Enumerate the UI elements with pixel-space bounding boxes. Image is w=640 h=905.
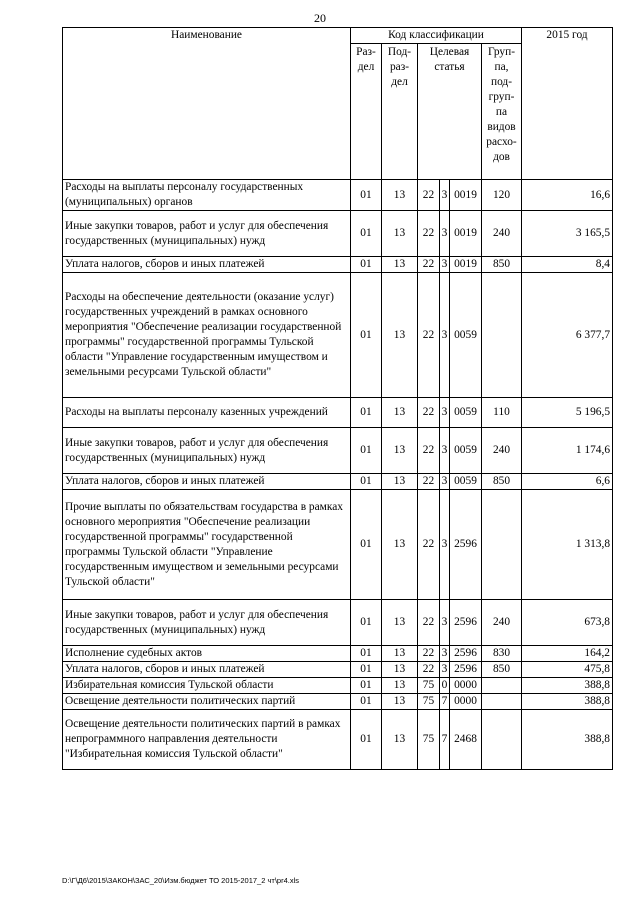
row-expense-group	[482, 273, 522, 398]
row-section: 01	[351, 600, 382, 646]
table-row	[63, 646, 613, 662]
row-section: 01	[351, 211, 382, 257]
row-target-article-2: 3	[440, 257, 450, 273]
row-target-article-3: 0059	[450, 398, 482, 428]
row-name: Уплата налогов, сборов и иных платежей	[63, 474, 351, 490]
row-amount: 673,8	[522, 600, 613, 646]
row-section: 01	[351, 646, 382, 662]
row-target-article-2: 3	[440, 180, 450, 211]
row-target-article-1: 22	[418, 398, 440, 428]
footer-file-path: D:\Г\Д6\2015\ЗАКОН\ЗАС_20\Изм.бюджет ТО 2015-2017_2 чт\pr4.xls	[62, 876, 299, 885]
row-section: 01	[351, 710, 382, 770]
header-subsection: Под- раз- дел	[382, 44, 418, 180]
row-expense-group	[482, 694, 522, 710]
table-row	[63, 662, 613, 678]
table-row	[63, 694, 613, 710]
row-amount: 5 196,5	[522, 398, 613, 428]
row-name: Уплата налогов, сборов и иных платежей	[63, 257, 351, 273]
row-subsection: 13	[382, 398, 418, 428]
row-target-article-3: 0000	[450, 694, 482, 710]
row-amount: 6 377,7	[522, 273, 613, 398]
table-row	[63, 180, 613, 211]
row-target-article-1: 22	[418, 646, 440, 662]
row-subsection: 13	[382, 600, 418, 646]
row-subsection: 13	[382, 710, 418, 770]
table-row	[63, 428, 613, 474]
header-code-group: Код классификации	[351, 28, 522, 44]
row-expense-group: 240	[482, 428, 522, 474]
row-section: 01	[351, 490, 382, 600]
row-amount: 6,6	[522, 474, 613, 490]
row-subsection: 13	[382, 490, 418, 600]
table-row	[63, 474, 613, 490]
row-section: 01	[351, 662, 382, 678]
table-row	[63, 273, 613, 398]
row-target-article-2: 7	[440, 710, 450, 770]
row-target-article-3: 2596	[450, 490, 482, 600]
row-subsection: 13	[382, 211, 418, 257]
row-name: Уплата налогов, сборов и иных платежей	[63, 662, 351, 678]
row-expense-group: 240	[482, 211, 522, 257]
row-target-article-3: 0059	[450, 428, 482, 474]
row-target-article-3: 0059	[450, 273, 482, 398]
table-row	[63, 257, 613, 273]
page-number: 20	[314, 11, 326, 25]
row-amount: 388,8	[522, 678, 613, 694]
row-name: Расходы на выплаты персоналу государственных (муниципальных) органов	[63, 180, 351, 211]
row-target-article-1: 22	[418, 600, 440, 646]
row-target-article-1: 22	[418, 273, 440, 398]
row-subsection: 13	[382, 474, 418, 490]
row-target-article-2: 3	[440, 646, 450, 662]
row-amount: 475,8	[522, 662, 613, 678]
header-expense-group: Груп- па, под- груп- па видов расхо- дов	[482, 44, 522, 180]
header-target-article: Целевая статья	[418, 44, 482, 180]
row-subsection: 13	[382, 694, 418, 710]
header-year: 2015 год	[522, 28, 613, 180]
row-amount: 1 313,8	[522, 490, 613, 600]
row-target-article-1: 22	[418, 180, 440, 211]
header-section: Раз- дел	[351, 44, 382, 180]
row-target-article-2: 0	[440, 678, 450, 694]
row-subsection: 13	[382, 662, 418, 678]
row-name: Иные закупки товаров, работ и услуг для обеспечения государственных (муниципальных) нужд	[63, 428, 351, 474]
row-expense-group: 240	[482, 600, 522, 646]
row-target-article-2: 7	[440, 694, 450, 710]
row-subsection: 13	[382, 646, 418, 662]
row-target-article-1: 22	[418, 257, 440, 273]
header-name: Наименование	[63, 28, 351, 180]
row-target-article-3: 0019	[450, 257, 482, 273]
row-target-article-1: 22	[418, 428, 440, 474]
row-target-article-1: 75	[418, 710, 440, 770]
row-target-article-1: 22	[418, 662, 440, 678]
row-amount: 16,6	[522, 180, 613, 211]
header-row-1	[63, 28, 613, 44]
row-target-article-1: 22	[418, 211, 440, 257]
table-row	[63, 710, 613, 770]
row-target-article-3: 2596	[450, 662, 482, 678]
row-target-article-2: 3	[440, 211, 450, 257]
table-row	[63, 678, 613, 694]
row-target-article-3: 0019	[450, 211, 482, 257]
row-target-article-2: 3	[440, 273, 450, 398]
table-row	[63, 600, 613, 646]
row-target-article-2: 3	[440, 490, 450, 600]
row-target-article-2: 3	[440, 600, 450, 646]
row-expense-group: 850	[482, 662, 522, 678]
row-target-article-3: 0059	[450, 474, 482, 490]
row-name: Освещение деятельности политических партий в рамках непрограммного направления деятельности "Избирательная комиссия Тульской области"	[63, 710, 351, 770]
row-subsection: 13	[382, 678, 418, 694]
row-name: Иные закупки товаров, работ и услуг для обеспечения государственных (муниципальных) нужд	[63, 600, 351, 646]
row-section: 01	[351, 273, 382, 398]
row-target-article-2: 3	[440, 662, 450, 678]
row-name: Расходы на выплаты персоналу казенных учреждений	[63, 398, 351, 428]
row-section: 01	[351, 678, 382, 694]
row-expense-group: 830	[482, 646, 522, 662]
row-name: Освещение деятельности политических партий	[63, 694, 351, 710]
row-target-article-3: 0000	[450, 678, 482, 694]
row-target-article-3: 2596	[450, 600, 482, 646]
row-target-article-1: 75	[418, 678, 440, 694]
row-amount: 388,8	[522, 710, 613, 770]
row-target-article-2: 3	[440, 428, 450, 474]
row-expense-group	[482, 678, 522, 694]
row-subsection: 13	[382, 257, 418, 273]
table-row	[63, 398, 613, 428]
row-name: Расходы на обеспечение деятельности (оказание услуг) государственных учреждений в рамках основного мероприятия "Обеспечение реализации государственной программы" государственной программы Тульской области "Управление государственным имуществом и земельными ресурсами Тульской области"	[63, 273, 351, 398]
row-target-article-1: 22	[418, 490, 440, 600]
row-expense-group: 110	[482, 398, 522, 428]
row-expense-group: 850	[482, 474, 522, 490]
row-target-article-3: 2596	[450, 646, 482, 662]
row-amount: 164,2	[522, 646, 613, 662]
row-amount: 3 165,5	[522, 211, 613, 257]
row-amount: 388,8	[522, 694, 613, 710]
row-target-article-2: 3	[440, 398, 450, 428]
row-subsection: 13	[382, 428, 418, 474]
row-target-article-1: 75	[418, 694, 440, 710]
row-subsection: 13	[382, 273, 418, 398]
row-name: Иные закупки товаров, работ и услуг для обеспечения государственных (муниципальных) нужд	[63, 211, 351, 257]
row-section: 01	[351, 398, 382, 428]
row-name: Прочие выплаты по обязательствам государства в рамках основного мероприятия "Обеспечение реализации государственной программы" государственной программы Тульской области "Управление государственным имуществом и земельными ресурсами Тульской области"	[63, 490, 351, 600]
row-section: 01	[351, 474, 382, 490]
table-row	[63, 490, 613, 600]
table-body	[63, 180, 613, 770]
row-amount: 1 174,6	[522, 428, 613, 474]
row-amount: 8,4	[522, 257, 613, 273]
row-target-article-1: 22	[418, 474, 440, 490]
row-section: 01	[351, 694, 382, 710]
row-name: Исполнение судебных актов	[63, 646, 351, 662]
row-section: 01	[351, 180, 382, 211]
budget-table	[62, 27, 613, 770]
row-section: 01	[351, 428, 382, 474]
row-name: Избирательная комиссия Тульской области	[63, 678, 351, 694]
row-subsection: 13	[382, 180, 418, 211]
row-target-article-3: 2468	[450, 710, 482, 770]
row-target-article-2: 3	[440, 474, 450, 490]
row-target-article-3: 0019	[450, 180, 482, 211]
row-expense-group: 120	[482, 180, 522, 211]
row-expense-group	[482, 710, 522, 770]
row-expense-group	[482, 490, 522, 600]
row-expense-group: 850	[482, 257, 522, 273]
row-section: 01	[351, 257, 382, 273]
table-row	[63, 211, 613, 257]
